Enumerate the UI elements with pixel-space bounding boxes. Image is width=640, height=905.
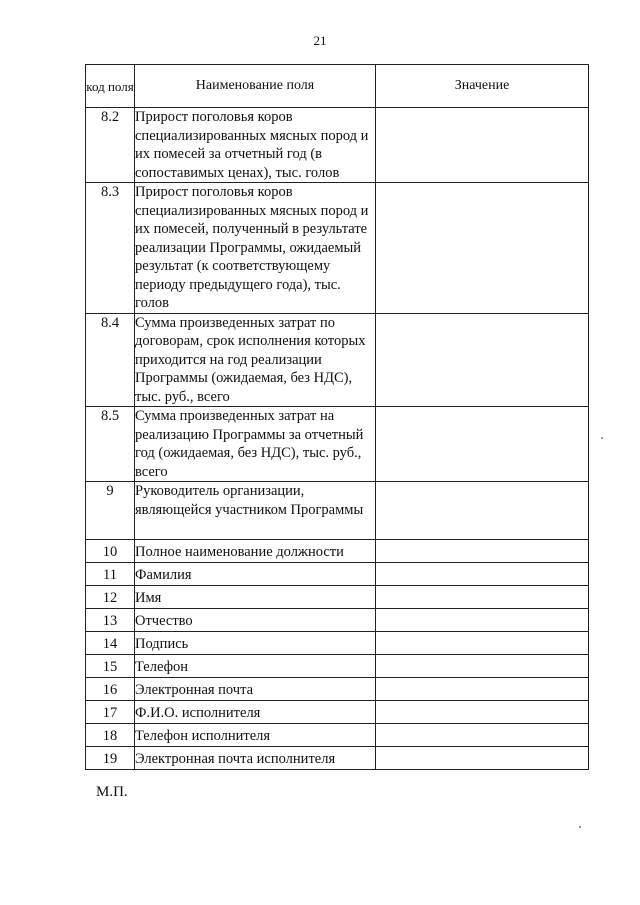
row-name: Подпись xyxy=(135,632,376,655)
row-code: 9 xyxy=(86,482,135,540)
row-value[interactable] xyxy=(376,655,589,678)
row-value[interactable] xyxy=(376,108,589,183)
header-value: Значение xyxy=(376,65,589,108)
table-row xyxy=(86,609,589,632)
row-value[interactable] xyxy=(376,632,589,655)
table-row xyxy=(86,563,589,586)
row-name: Сумма произведенных затрат на реализацию Программы за отчетный год (ожидаемая, без НДС), тыс. руб., всего xyxy=(135,407,376,482)
row-code: 8.4 xyxy=(86,313,135,407)
row-code: 16 xyxy=(86,678,135,701)
header-name: Наименование поля xyxy=(135,65,376,108)
row-code: 10 xyxy=(86,540,135,563)
table-row xyxy=(86,632,589,655)
row-name: Ф.И.О. исполнителя xyxy=(135,701,376,724)
row-value[interactable] xyxy=(376,183,589,314)
table-row xyxy=(86,108,589,183)
row-code: 19 xyxy=(86,747,135,770)
row-code: 11 xyxy=(86,563,135,586)
row-value[interactable] xyxy=(376,678,589,701)
row-code: 13 xyxy=(86,609,135,632)
table-header-row xyxy=(86,65,589,108)
row-name: Имя xyxy=(135,586,376,609)
row-name: Прирост поголовья коров специализированных мясных пород и их помесей за отчетный год (в сопоставимых ценах), тыс. голов xyxy=(135,108,376,183)
row-name: Сумма произведенных затрат по договорам, срок исполнения которых приходится на год реализации Программы (ожидаемая, без НДС), тыс. руб., всего xyxy=(135,313,376,407)
page-number: 21 xyxy=(313,33,327,48)
table-row xyxy=(86,407,589,482)
row-name: Электронная почта xyxy=(135,678,376,701)
row-value[interactable] xyxy=(376,482,589,540)
row-code: 14 xyxy=(86,632,135,655)
header-code: код поля xyxy=(86,65,135,108)
row-name: Телефон исполнителя xyxy=(135,724,376,747)
row-value[interactable] xyxy=(376,313,589,407)
row-code: 18 xyxy=(86,724,135,747)
table-row xyxy=(86,655,589,678)
table-row xyxy=(86,747,589,770)
row-value[interactable] xyxy=(376,407,589,482)
table-row xyxy=(86,678,589,701)
row-value[interactable] xyxy=(376,724,589,747)
scan-speck xyxy=(579,826,581,828)
row-code: 15 xyxy=(86,655,135,678)
row-value[interactable] xyxy=(376,701,589,724)
row-name: Руководитель организации, являющейся участником Программы xyxy=(135,482,376,540)
table-row xyxy=(86,701,589,724)
row-name: Фамилия xyxy=(135,563,376,586)
row-code: 17 xyxy=(86,701,135,724)
row-value[interactable] xyxy=(376,747,589,770)
table-row xyxy=(86,724,589,747)
row-name: Полное наименование должности xyxy=(135,540,376,563)
row-name: Прирост поголовья коров специализированных мясных пород и их помесей, полученный в результате реализации Программы, ожидаемый результат (к соответствующему периоду предыдущего года), тыс. голов xyxy=(135,183,376,314)
table-row xyxy=(86,586,589,609)
row-code: 8.2 xyxy=(86,108,135,183)
row-name: Отчество xyxy=(135,609,376,632)
scan-speck xyxy=(601,437,603,439)
form-table xyxy=(85,64,589,770)
row-name: Телефон xyxy=(135,655,376,678)
table-row xyxy=(86,482,589,540)
row-value[interactable] xyxy=(376,586,589,609)
table-row xyxy=(86,540,589,563)
row-code: 12 xyxy=(86,586,135,609)
table-row xyxy=(86,313,589,407)
row-value[interactable] xyxy=(376,563,589,586)
row-value[interactable] xyxy=(376,609,589,632)
row-name: Электронная почта исполнителя xyxy=(135,747,376,770)
row-value[interactable] xyxy=(376,540,589,563)
row-code: 8.3 xyxy=(86,183,135,314)
stamp-placeholder: М.П. xyxy=(96,784,128,800)
row-code: 8.5 xyxy=(86,407,135,482)
table-row xyxy=(86,183,589,314)
